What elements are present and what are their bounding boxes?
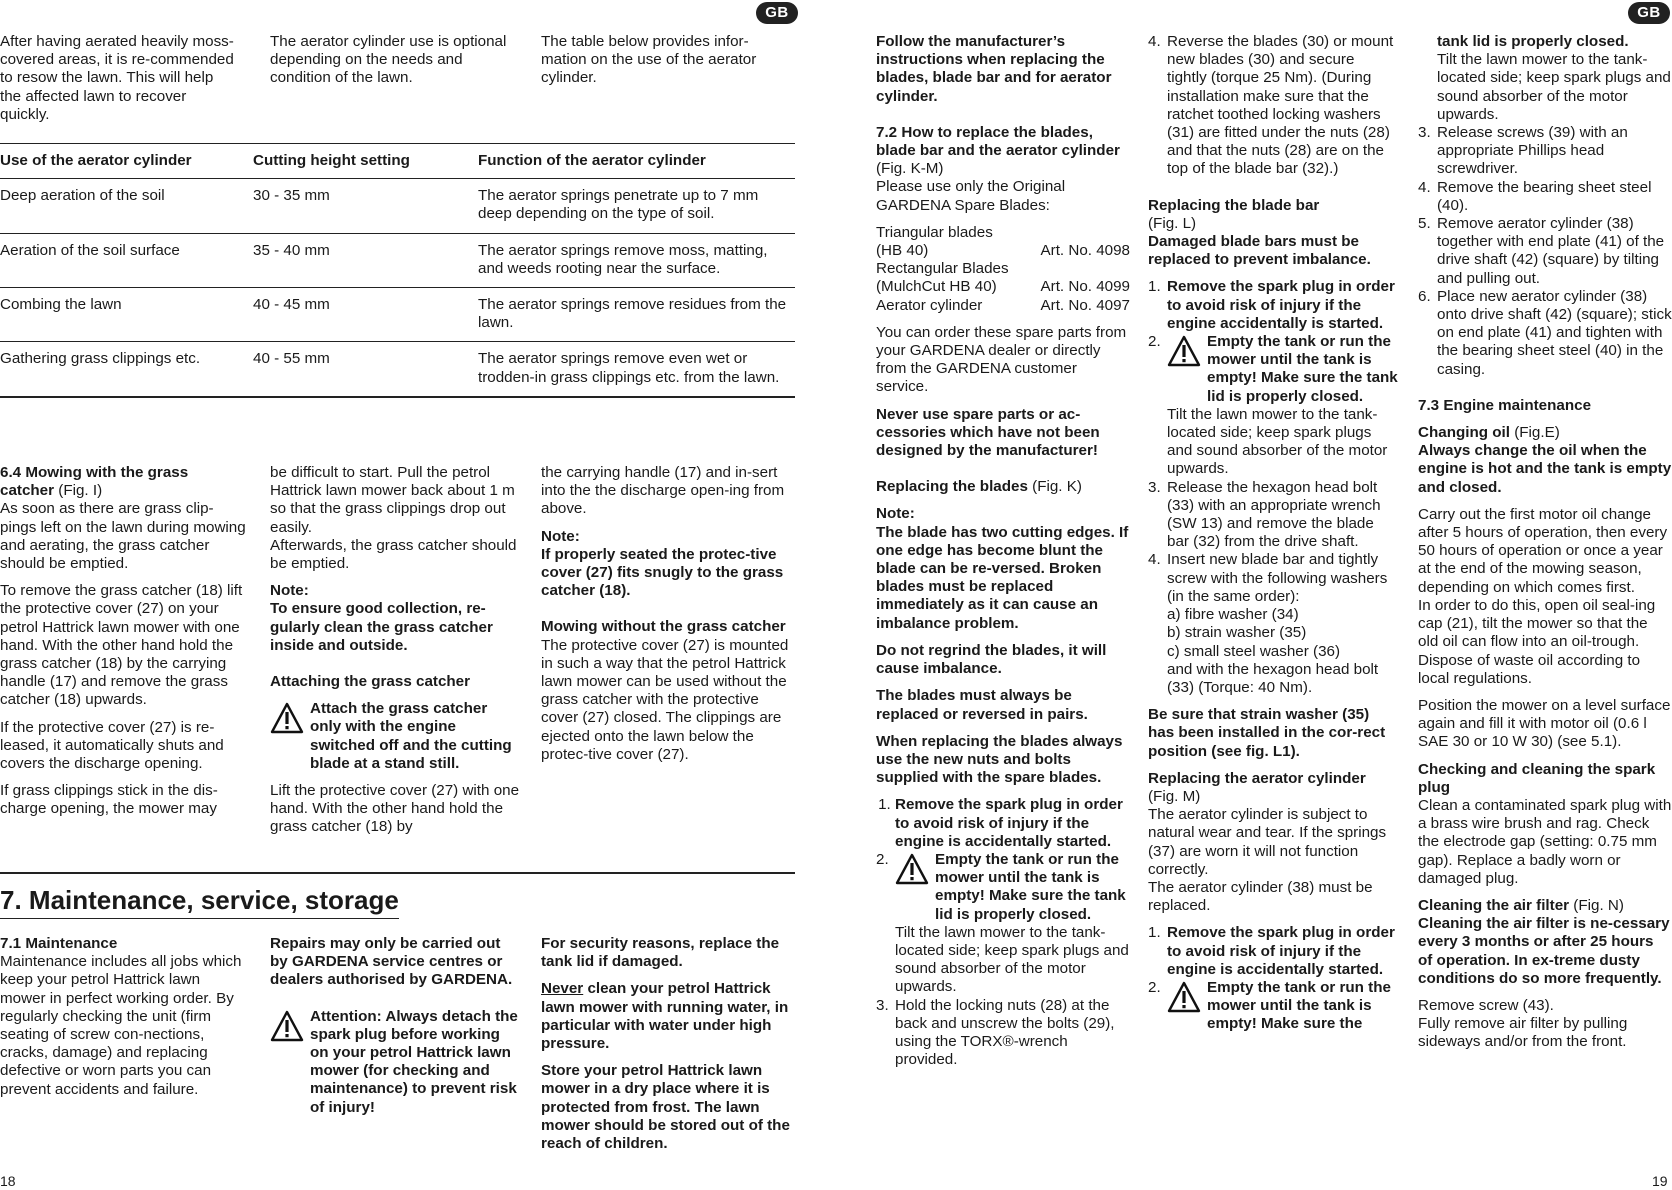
continued-bold: tank lid is properly closed. [1437,33,1629,50]
paragraph: Lift the protective cover (27) with one hand. With the other hand hold the grass catcher (18) by [270,782,520,836]
parts-row: Rectangular Blades [876,260,1009,278]
table-row [0,288,795,342]
bold-text: The blades must always be replaced or reversed in pairs. [876,687,1088,723]
blades-heading: Replacing the blades (Fig. K) [876,478,1082,496]
p19-col-1 [876,33,1130,1069]
table-cell: 30 - 35 mm [253,179,478,233]
note: Note: The blade has two cutting edges. If one edge has become blunt the blade can be re-versed. Broken blades must be replaced immediately as it can cause an imbalance problem. [876,505,1129,632]
list-item: 1. Remove the spark plug in order to avoid risk of injury if the engine is accidentally started. [895,796,1130,851]
s73-heading: 7.3 Engine maintenance [1418,396,1592,414]
paragraph: Tilt the lawn mower to the tank-located side; keep spark plugs and sound absorber of the motor upwards. [895,923,1129,996]
washer-item: c) small steel washer (36) [1167,642,1341,660]
note: Note: If properly seated the protec-tive cover (27) fits snugly to the grass catcher (18). [541,527,784,600]
list-item: 3. Hold the locking nuts (28) at the back and unscrew the bolts (29), using the TORX®-wrench provided. [876,996,1115,1069]
table-cell: The aerator springs remove moss, matting, and weeds rooting near the surface. [478,233,795,287]
washer-item: and with the hexagon head bolt (33) (Torque: 40 Nm). [1167,660,1379,696]
air-section: Cleaning the air filter (Fig. N) Cleaning the air filter is ne-cessary every 3 months or after 25 hours of operation. In ex-treme dusty conditions do so more frequently. [1418,896,1670,987]
intro-col-1 [0,33,235,133]
bold-text: When replacing the blades always use the new nuts and bolts supplied with the spare blades. [876,732,1123,787]
detach-warning: Attention: Always detach the spark plug before working on your petrol Hattrick lawn mower (for checking and maintenance) to prevent risk of injury! [270,1008,520,1117]
intro-col-3 [541,33,791,97]
list-item: 4. Remove the bearing sheet steel (40). [1418,178,1652,214]
paragraph: be difficult to start. Pull the petrol Hattrick lawn mower back about 1 m so that the grass clippings drop out easily. Afterwards, the grass catcher should be emptied. [270,464,517,573]
list-item: 1. Remove the spark plug in order to avoid risk of injury if the engine is accidentally started. [1148,924,1395,978]
table-cell: Combing the lawn [0,288,253,342]
parts-row: Triangular blades [876,223,993,241]
language-badge: GB [1628,2,1670,24]
paragraph: If the protective cover (27) is re-leased, it automatically shuts and covers the discharge opening. [0,718,224,773]
paragraph: If grass clippings stick in the dis-charge opening, the mower may [0,782,218,818]
section-7-title: 7. Maintenance, service, storage [0,884,399,919]
follow-text: Follow the manufacturer’s instructions when replacing the blades, blade bar and for aerator cylinder. [876,33,1112,105]
paragraph: Tilt the lawn mower to the tank-located side; keep spark plugs and sound absorber of the motor upwards. [1167,405,1388,478]
table-top-rule [0,143,795,144]
warning-icon [270,702,304,734]
oil-section: Changing oil (Fig.E) Always change the oil when the engine is hot and the tank is empty and closed. [1418,424,1672,496]
language-badge: GB [756,2,798,24]
repairs-text: Repairs may only be carried out by GARDENA service centres or dealers authorised by GARDENA. [270,935,513,989]
parts-row: (HB 40) Art. No. 4098 [876,242,1130,260]
step-2: 2. Empty the tank or run the mower until the tank is empty! Make sure the [1148,978,1391,1033]
s64-col-3 [541,464,793,773]
warning-icon [1167,335,1201,367]
s7-col-1 [0,935,246,1108]
page-18 [0,0,800,1187]
warning-icon [1167,981,1201,1013]
step-2: 2. Empty the tank or run the mower until the tank is empty! Make sure the tank lid is properly closed. [1148,333,1398,405]
list-item: 1. Remove the spark plug in order to avoid risk of injury if the engine accidentally is started. [1148,278,1395,332]
paragraph: Carry out the first motor oil change after 5 hours of operation, then every 50 hours of operation or once a year at the end of the mowing season, depending on which comes first. In order to do this, open oil seal-ing cap (21), tilt the mower so that the old oil can flow into an oil-trough. Dispose of waste oil according to local regulations. [1418,505,1668,687]
warning-icon [270,1010,304,1042]
s7-col-2 [270,935,520,1126]
attach-heading: Attaching the grass catcher [270,673,471,691]
plug-section: Checking and cleaning the spark plug Clean a contaminated spark plug with a brass wire brush and rag. Check the electrode gap (setting: 0.75 mm gap). Replace a badly worn or damaged plug. [1418,760,1672,887]
bold-text: Do not regrind the blades, it will cause imbalance. [876,641,1107,678]
s64-col-1 [0,464,246,828]
s72-section: 7.2 How to replace the blades, blade bar and the aerator cylinder (Fig. K-M) Please use only the Original GARDENA Spare Blades: [876,123,1120,214]
paragraph: Position the mower on a level surface again and fill it with motor oil (0.6 l SAE 30 or 10 W 30) (see 5.1). [1418,696,1671,751]
blades-steps [876,796,1130,851]
washer-item: a) fibre washer (34) [1167,606,1299,624]
list-item: 3. Release the hexagon head bolt (33) with an appropriate wrench (SW 13) and remove the blade bar (32) from the drive shaft. [1148,478,1381,551]
s64-col-2 [270,464,520,846]
aerator-table [0,145,795,398]
page-number: 18 [0,1173,16,1189]
s7-col-3 [541,935,795,1162]
page-number: 19 [1652,1173,1668,1189]
intro-col-2 [270,33,520,97]
table-row [0,233,795,287]
paragraph: Tilt the lawn mower to the tank-located side; keep spark plugs and sound absorber of the motor upwards. [1437,51,1671,123]
s71-section: 7.1 Maintenance Maintenance includes all jobs which keep your petrol Hattrick lawn mower in perfect working order. By regularly checking the unit (firm seating of screw con-nections, cracks, damage) and replacing defective or worn parts you can prevent accidents and failure. [0,935,242,1098]
table-cell: Gathering grass clippings etc. [0,342,253,397]
intro-text: The aerator cylinder use is optional depending on the needs and condition of the lawn. [270,33,507,87]
parts-list [876,224,1130,315]
page-19 [876,0,1672,1187]
table-cell: Aeration of the soil surface [0,233,253,287]
never-clean-text: Never clean your petrol Hattrick lawn mower with running water, in particular with water under high pressure. [541,980,789,1053]
table-cell: Deep aeration of the soil [0,179,253,233]
table-cell: The aerator springs remove residues from the lawn. [478,288,795,342]
paragraph: You can order these spare parts from your GARDENA dealer or directly from the GARDENA customer service. [876,323,1127,396]
paragraph: the carrying handle (17) and in-sert into the the discharge open-ing from above. [541,464,785,518]
table-row [0,179,795,233]
cylinder-section: Replacing the aerator cylinder (Fig. M) The aerator cylinder is subject to natural wear and tear. If the springs (37) are worn it will not function correctly. The aerator cylinder (38) must be replaced. [1148,769,1387,915]
table-cell: 35 - 40 mm [253,233,478,287]
note: Note: To ensure good collection, re-gularly clean the grass catcher inside and outside. [270,582,493,654]
section-rule [0,872,795,874]
table-header-row [0,145,795,179]
table-cell: 40 - 45 mm [253,288,478,342]
parts-row: Aerator cylinder Art. No. 4097 [876,296,1130,314]
list-item: 5. Remove aerator cylinder (38) together with end plate (41) of the drive shaft (42) (square) by tilting and pulling out. [1418,215,1665,287]
strain-text: Be sure that strain washer (35) has been installed in the cor-rect position (see fig. L1). [1148,706,1386,760]
table-cell: The aerator springs remove even wet or trodden-in grass clippings etc. from the lawn. [478,342,795,397]
table-header: Cutting height setting [253,145,478,179]
bar-section: Replacing the blade bar (Fig. L) Damaged blade bars must be replaced to prevent imbalance. [1148,196,1371,269]
table-cell: The aerator springs penetrate up to 7 mm deep depending on the type of soil. [478,179,795,233]
table-row [0,342,795,397]
washer-item: b) strain washer (35) [1167,624,1307,642]
warning-icon [895,853,929,885]
p19-col-2 [1148,33,1398,1034]
tank-lid-text: For security reasons, replace the tank lid if damaged. [541,935,780,971]
list-item: 3. Release screws (39) with an appropriate Phillips head screwdriver. [1418,124,1628,178]
attach-warning: Attach the grass catcher only with the engine switched off and the cutting blade at a stand still. [270,700,520,773]
table-header: Use of the aerator cylinder [0,145,253,179]
list-item: 4. Reverse the blades (30) or mount new blades (30) and secure tightly (torque 25 Nm). (During installation make sure that the ratchet toothed locking washers (31) are fitted under the nuts (28) and that the nuts (28) are on the top of the blade bar (32).) [1148,33,1394,178]
list-item: 4. Insert new blade bar and tightly screw with the following washers (in the same order): [1148,551,1388,605]
list-item: 6. Place new aerator cylinder (38) onto drive shaft (42) (square); stick on end plate (41) and tighten with the bearing sheet steel (40) in the casing. [1418,287,1672,378]
paragraph: Remove screw (43). Fully remove air filter by pulling sideways and/or from the front. [1418,996,1628,1051]
s64-heading: 6.4 Mowing with the grass catcher (Fig. I) As soon as there are grass clip-pings left on the lawn during mowing and aerating, the grass catcher should be emptied. [0,464,246,573]
p19-col-3 [1418,33,1672,1061]
storage-text: Store your petrol Hattrick lawn mower in a dry place where it is protected from frost. The lawn mower should be stored out of the reach of children. [541,1062,790,1153]
step-2: 2. Empty the tank or run the mower until the tank is empty! Make sure the tank lid is properly closed. [876,850,1126,923]
table-header: Function of the aerator cylinder [478,145,795,179]
intro-text: After having aerated heavily moss-covered areas, it is re-commended to resow the lawn. This will help the affected lawn to recover quickly. [0,33,234,123]
parts-row: (MulchCut HB 40) Art. No. 4099 [876,278,1130,296]
paragraph: To remove the grass catcher (18) lift the protective cover (27) on your petrol Hattrick lawn mower with one hand. With the other hand hold the grass catcher (18) by the carrying handle (17) and remove the grass catcher (18) upwards. [0,582,243,709]
intro-text: The table below provides infor-mation on the use of the aerator cylinder. [541,33,757,87]
never-text: Never use spare parts or ac-cessories which have not been designed by the manufacturer! [876,405,1100,460]
without-section: Mowing without the grass catcher The protective cover (27) is mounted in such a way that the petrol Hattrick lawn mower can be used without the grass catcher with the protective cover (27) closed. The clippings are ejected onto the lawn below the protec-tive cover (27). [541,618,789,763]
table-cell: 40 - 55 mm [253,342,478,397]
